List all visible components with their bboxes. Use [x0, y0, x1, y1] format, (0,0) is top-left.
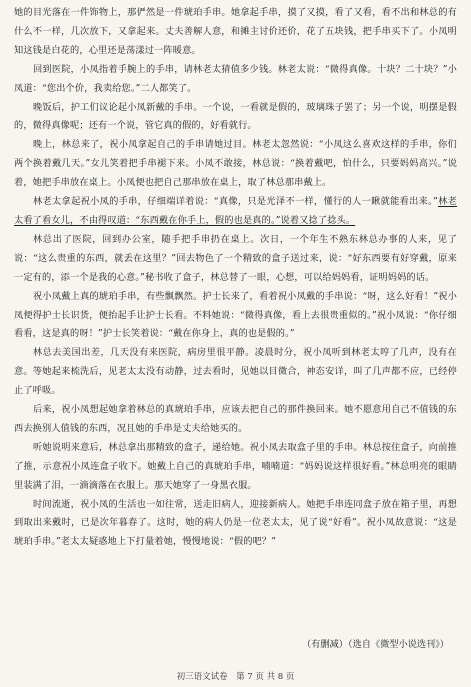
paragraph-8: 林总去美国出差，几天没有来医院，病房里很平静。凌晨时分，祝小凤听到林老太哼了几声，没有在意。等她起来梳洗后，见老太太没有动静，过去看时，见她以目微合，神态安详，叫了几声都不应，已经停止了呼吸。 — [14, 347, 457, 397]
paragraph-1: 她的目光落在一件饰物上，那俨然是一件琥珀手串。她拿起手串，摸了又摸，看了又看，看不出和林总的有什么不一样，几次放下，又拿起来。丈夫善解人意，和摊主讨价还价，花了五块钱，把手串买下了。小凤明知这钱是白花的，心里还是荡漾过一阵暖意。 — [14, 7, 457, 56]
paragraph-9: 后来，祝小凤想起她拿着林总的真琥珀手串，应该去把自己的那件换回来。她不愿意用自己不值钱的东西去换别人值钱的东西，况且她的手串是丈夫给她买的。 — [14, 404, 457, 434]
paragraph-11: 时间流逝，祝小凤的生活也一如往常，送走旧病人，迎接新病人。她把手串连同盒子放在箱子里，再想到取出来戴时，已是次年暮春了。这时，她的病人仍是一位老太太，见了说“好看”。祝小凤故意说：“这是琥珀手串。”老太太疑惑地上下打量着她，慢慢地说：“假的吧？” — [14, 498, 457, 548]
paragraph-7: 祝小凤戴上真的琥珀手串，有些飘飘然。护士长来了，看着祝小凤戴的手串说：“呀，这么好看！”祝小凤便得护士长识货，便抬起手让护士长看。不料她说：“微得真像，看上去很贵重似的。”祝小凤说：“你仔细看看，这是真的呀！”护士长笑着说：“戴在你身上，真的也是假的。” — [14, 290, 457, 340]
paragraph-3: 晚饭后，护工们议论起小凤新戴的手串。一个说，一看就是假的，玻璃珠子罢了；另一个说，明摆是假的，微得真像呢；还有一个说，管它真的假的，好看就行。 — [14, 101, 457, 132]
paragraph-5 — [14, 193, 457, 231]
paragraph-2: 回到医院，小凤指着手腕上的手串，请林老太猜值多少钱。林老太说：“微得真像。十块？二十块？”小凤道：“您出个价，我卖给您。”二人都笑了。 — [14, 63, 457, 94]
story-body — [14, 4, 457, 552]
underlined-sentence: 林老太看了看女儿，不由得叹道：“东西戴在你手上，假的也是真的。”说着又捻了捻头。 — [14, 196, 457, 226]
paragraph-4: 晚上，林总来了，祝小凤拿起自己的手串请她过目。林老太忽然说：“小凤这么喜欢这样的手串，你们两个换着戴几天。”女儿笑着把手串褪下来。小凤不敢接，林总说：“换着戴吧，怕什么，只要妈妈高兴。”说着，她把手串放在桌上。小凤便也把自己那串放在桌上，取了林总那串戴上。 — [14, 139, 457, 189]
paragraph-10: 听她说明来意后，林总拿出那精致的盒子，递给她。祝小凤去取盒子里的手串。林总按住盒子，向前推了推，示意祝小凤连盒子收下。她戴上自己的真琥珀手串，喃喃道：“妈妈说这样很好看。”林总明亮的眼睛里装满了泪，一滴滴落在衣服上。那天她穿了一身黑衣服。 — [14, 441, 457, 491]
page-footer: 初三语文试卷 第 7 页 共 8 页 — [176, 672, 295, 682]
paragraph-6: 林总出了医院，回到办公室，随手把手串扔在桌上。次日，一个年生不熟东林总办事的人来，见了说：“这么贵重的东西，就丢在这里？”回去物色了一个精致的盒子送过来，说：“好东西要有好穿戴，原来一定有的，添一个是我的心意。”秘书收了盒子，林总替了一眼，心想，可以给妈妈看，证明妈妈的话。 — [14, 233, 457, 283]
paragraph-5-text: 林老太拿起祝小凤的手串，仔细端详着说：“真像，只是光泽不一样，懂行的人一瞅就能看出来。” — [33, 196, 438, 208]
source-citation: （有删减）（选自《微型小说选刊》） — [302, 639, 449, 650]
